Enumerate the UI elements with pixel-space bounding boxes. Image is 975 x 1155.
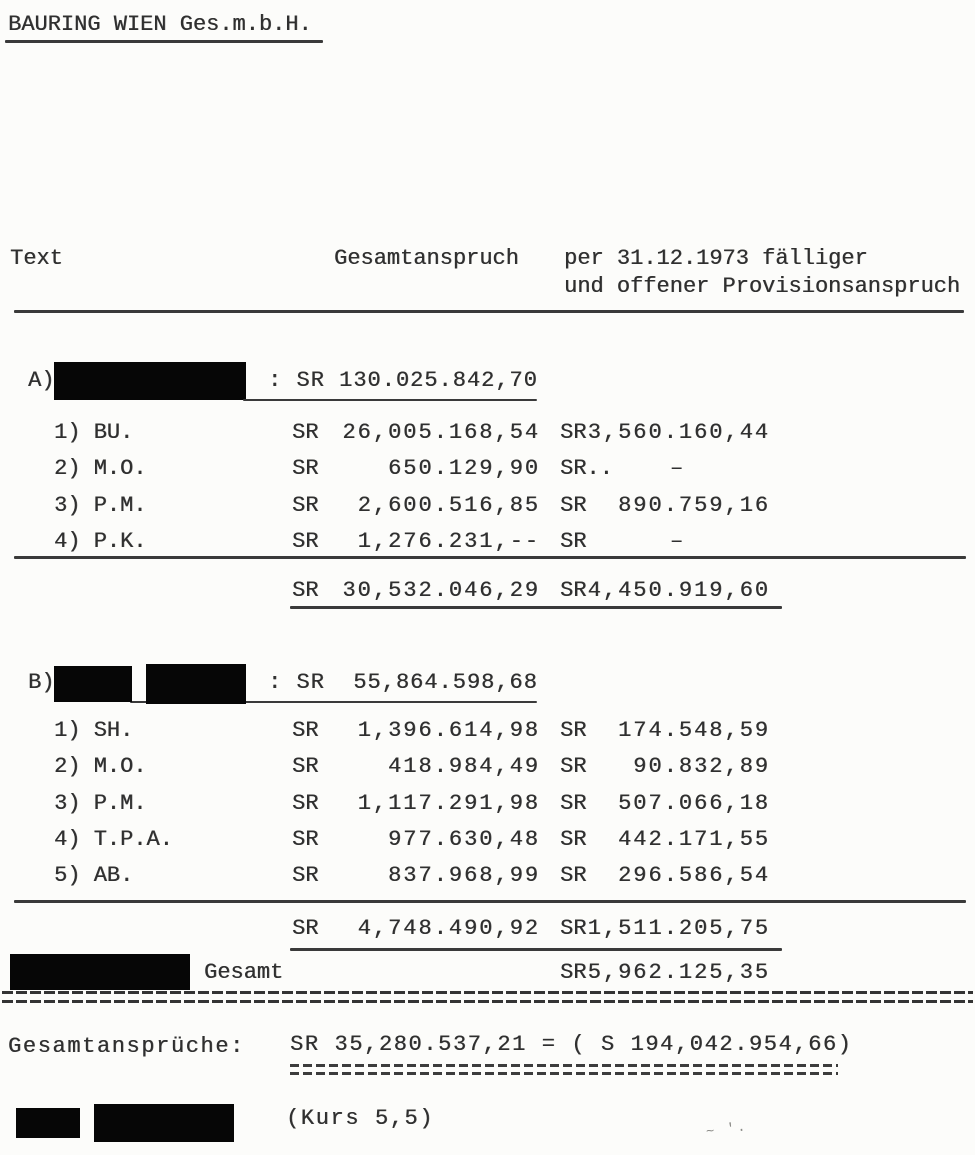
gesamt-label: Gesamt bbox=[204, 960, 284, 985]
title-underline bbox=[5, 40, 323, 43]
currency-label: SR bbox=[292, 456, 319, 481]
currency-label: SR bbox=[292, 791, 319, 816]
column-header-gesamtanspruch: Gesamtanspruch bbox=[334, 246, 519, 271]
document-title: BAURING WIEN Ges.m.b.H. bbox=[8, 12, 312, 37]
section-b-total: : SR 55,864.598,68 bbox=[268, 670, 538, 695]
currency-label: SR bbox=[292, 420, 319, 445]
subtotal-a-top-rule bbox=[14, 556, 966, 559]
scan-smudge: ~ '. bbox=[705, 1119, 749, 1141]
currency-label: SR bbox=[560, 827, 587, 852]
currency-label: SR bbox=[292, 863, 319, 888]
currency-label: SR bbox=[560, 493, 587, 518]
subtotal-b-top-rule bbox=[14, 900, 966, 903]
amount-gesamtanspruch: 2,600.516,85 bbox=[357, 493, 540, 518]
amount-provision: 442.171,55 bbox=[617, 827, 770, 852]
amount-provision: 890.759,16 bbox=[617, 493, 770, 518]
subtotal-a-underline bbox=[290, 606, 782, 609]
currency-label: SR bbox=[560, 718, 587, 743]
amount-gesamtanspruch: 837.968,99 bbox=[387, 863, 540, 888]
currency-label: SR bbox=[292, 827, 319, 852]
amount-gesamtanspruch: 1,396.614,98 bbox=[357, 718, 540, 743]
table-row-item: 3) P.M. bbox=[54, 493, 147, 518]
amount-gesamtanspruch: 1,276.231,-- bbox=[357, 529, 540, 554]
currency-label: SR bbox=[292, 916, 319, 941]
currency-label: SR bbox=[560, 916, 587, 941]
subtotal-b-provision: 1,511.205,75 bbox=[587, 916, 770, 941]
redaction-bar bbox=[10, 954, 190, 990]
table-row-item: 4) P.K. bbox=[54, 529, 147, 554]
table-row-item: 1) BU. bbox=[54, 420, 134, 445]
amount-provision: 296.586,54 bbox=[617, 863, 770, 888]
currency-label: SR bbox=[292, 754, 319, 779]
redaction-bar bbox=[16, 1108, 80, 1138]
amount-gesamtanspruch: 977.630,48 bbox=[387, 827, 540, 852]
table-row-item: 2) M.O. bbox=[54, 754, 147, 779]
currency-label: SR bbox=[560, 529, 587, 554]
amount-provision: 90.832,89 bbox=[633, 754, 770, 779]
section-a-total: : SR 130.025.842,70 bbox=[268, 368, 538, 393]
redaction-bar bbox=[94, 1104, 234, 1142]
amount-gesamtanspruch: 418.984,49 bbox=[387, 754, 540, 779]
subtotal-b-underline bbox=[290, 948, 782, 951]
amount-provision: – bbox=[669, 529, 686, 554]
amount-provision: 174.548,59 bbox=[617, 718, 770, 743]
grand-total-value: SR 35,280.537,21 = ( S 194,042.954,66) bbox=[290, 1032, 853, 1057]
currency-label: SR bbox=[560, 578, 587, 603]
currency-label: SR bbox=[292, 493, 319, 518]
currency-label: SR bbox=[560, 863, 587, 888]
currency-label: SR.. bbox=[560, 456, 613, 481]
section-separator-double-dash bbox=[2, 991, 973, 1003]
grand-total-label: Gesamtansprüche: bbox=[8, 1034, 245, 1059]
section-a-underline bbox=[243, 399, 537, 401]
column-header-due-line1: per 31.12.1973 fälliger bbox=[564, 246, 868, 271]
subtotal-a-gesamtanspruch: 30,532.046,29 bbox=[342, 578, 540, 603]
redaction-bar bbox=[54, 666, 132, 702]
header-rule bbox=[14, 310, 964, 313]
redaction-bar bbox=[146, 664, 246, 704]
currency-label: SR bbox=[292, 529, 319, 554]
table-row-item: 3) P.M. bbox=[54, 791, 147, 816]
exchange-rate-note: (Kurs 5,5) bbox=[286, 1106, 435, 1131]
amount-provision: 507.066,18 bbox=[617, 791, 770, 816]
section-b-label: B) bbox=[28, 670, 55, 695]
redaction-bar bbox=[54, 362, 246, 400]
grand-total-underline-double-dash bbox=[290, 1064, 838, 1075]
table-row-item: 5) AB. bbox=[54, 863, 134, 888]
currency-label: SR bbox=[560, 754, 587, 779]
section-a-label: A) bbox=[28, 368, 55, 393]
table-row-item: 4) T.P.A. bbox=[54, 827, 173, 852]
table-row-item: 2) M.O. bbox=[54, 456, 147, 481]
currency-label: SR bbox=[560, 420, 587, 445]
subtotal-a-provision: 4,450.919,60 bbox=[587, 578, 770, 603]
table-row-item: 1) SH. bbox=[54, 718, 134, 743]
amount-gesamtanspruch: 26,005.168,54 bbox=[342, 420, 540, 445]
subtotal-b-gesamtanspruch: 4,748.490,92 bbox=[357, 916, 540, 941]
currency-label: SR bbox=[560, 960, 587, 985]
currency-label: SR bbox=[560, 791, 587, 816]
amount-provision: 3,560.160,44 bbox=[587, 420, 770, 445]
currency-label: SR bbox=[292, 578, 319, 603]
amount-gesamtanspruch: 650.129,90 bbox=[387, 456, 540, 481]
gesamt-amount: 5,962.125,35 bbox=[587, 960, 770, 985]
amount-gesamtanspruch: 1,117.291,98 bbox=[357, 791, 540, 816]
currency-label: SR bbox=[292, 718, 319, 743]
amount-provision: – bbox=[669, 456, 686, 481]
column-header-text: Text bbox=[10, 246, 63, 271]
column-header-due-line2: und offener Provisionsanspruch bbox=[564, 274, 961, 299]
